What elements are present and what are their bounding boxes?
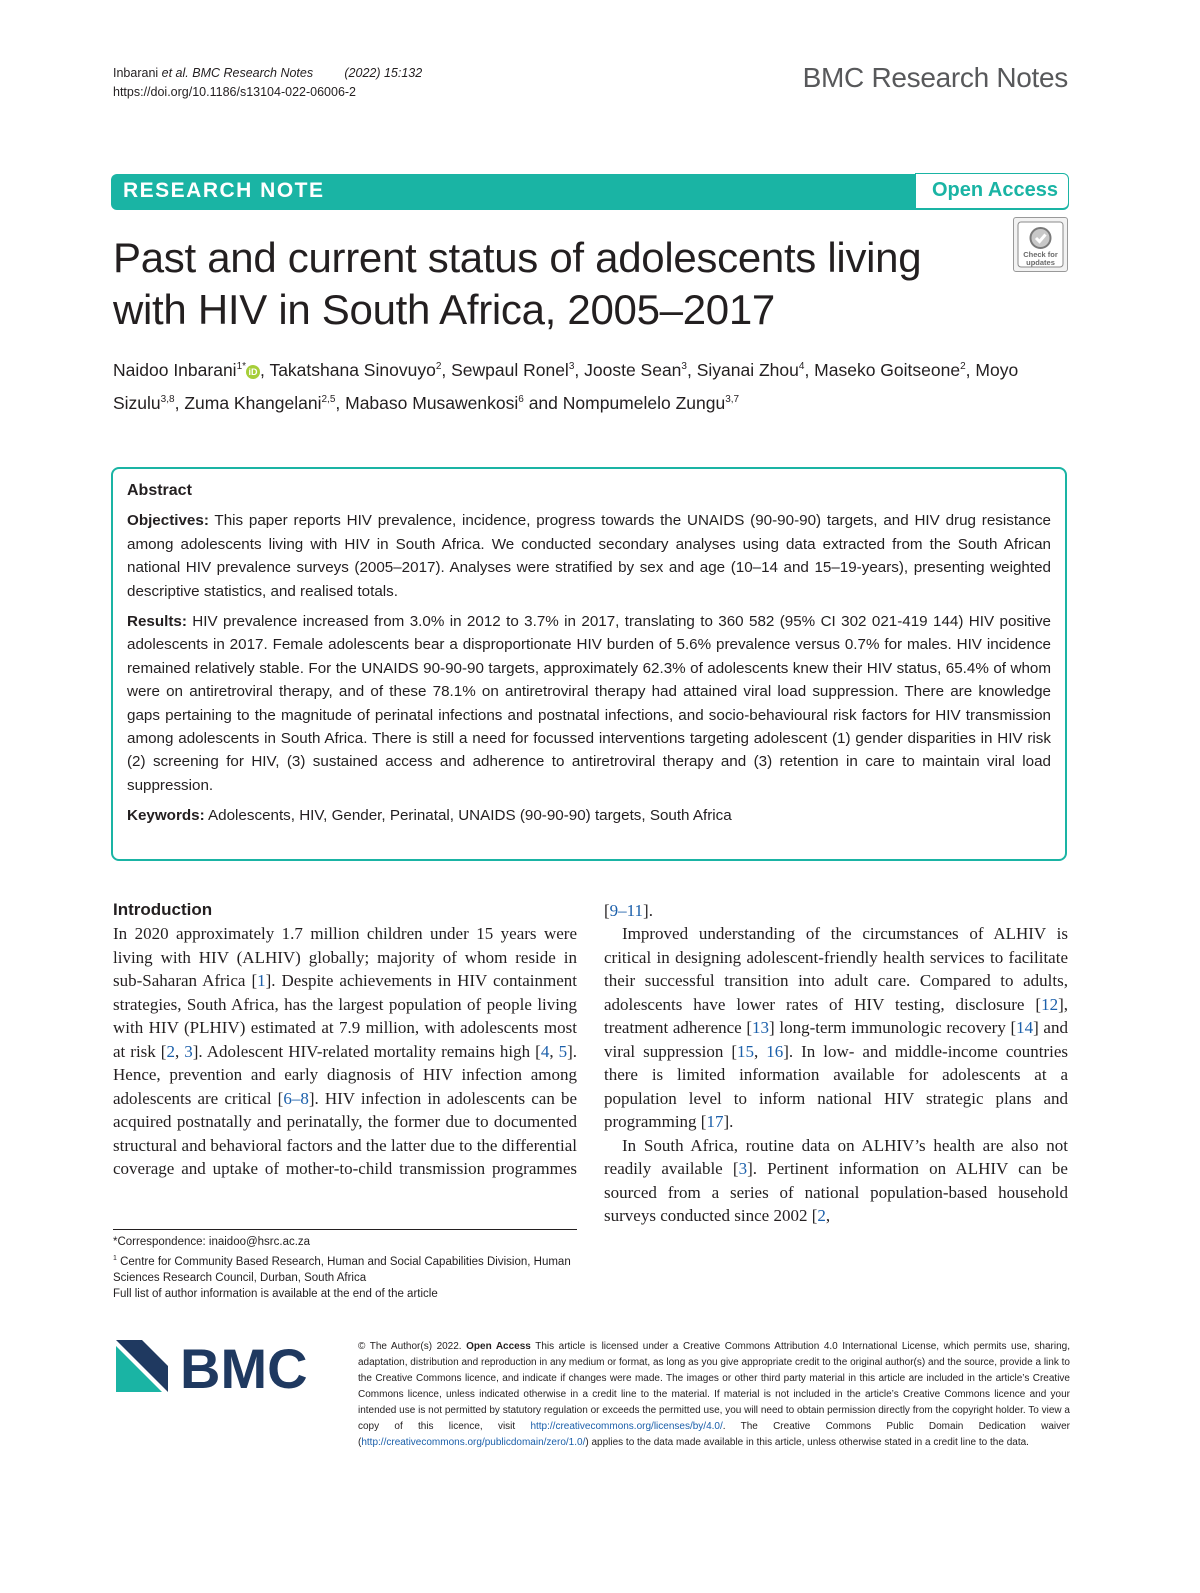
intro-paragraph-2 xyxy=(604,922,1068,1134)
introduction-heading: Introduction xyxy=(113,900,213,919)
license-text-3: ) applies to the data made available in this article, unless otherwise stated in a credit line to the data. xyxy=(585,1437,1029,1448)
author-name: Mabaso Musawenkosi xyxy=(345,392,519,413)
affiliation xyxy=(113,1251,577,1287)
keywords-label: Keywords: xyxy=(127,807,205,825)
author-list: Naidoo Inbarani$^{1*}$ iD , Takatshana Sinovuyo$^2$, Sewpaul Ronel$^3$, Jooste Sean$^3$, Siyanai Zhou$^4$, Maseko Goitseone$^2$, Moyo Sizulu$^{3,8}$, Zuma Khangelani$^{2,5}$, Mabaso Musawenkosi$^6$ and Nompumelelo Zungu$^{3,7}$ xyxy=(113,359,1019,413)
author-affiliation: 3 xyxy=(568,361,575,372)
citation-authors: Inbarani xyxy=(113,66,162,80)
author-affiliation: 6 xyxy=(518,393,524,405)
author-affiliation: 4 xyxy=(798,361,805,372)
citation-link[interactable]: 4 xyxy=(540,1041,550,1061)
intro-paragraph-1-continued xyxy=(604,899,1068,922)
body-text: ] and viral suppression [ xyxy=(604,1018,1068,1061)
body-text: ]. Adolescent HIV-related mortality remains high [ xyxy=(192,1041,541,1061)
author-affiliation: 2,5 xyxy=(321,393,336,405)
affiliation-text: Centre for Community Based Research, Human and Social Capabilities Division, Human Sciences Research Council, Durban, South Africa xyxy=(113,1255,571,1284)
body-text: , xyxy=(754,1041,767,1061)
keywords-text: Adolescents, HIV, Gender, Perinatal, UNAIDS (90-90-90) targets, South Africa xyxy=(204,807,732,825)
svg-text:updates: updates xyxy=(1026,258,1055,267)
citation-link[interactable]: 3 xyxy=(184,1041,193,1061)
citation-link[interactable] xyxy=(119,1183,152,1185)
citation-link[interactable]: 5 xyxy=(558,1041,568,1061)
license-copyright: © The Author(s) 2022. xyxy=(358,1341,467,1352)
author-affiliation: 1* xyxy=(236,361,247,372)
bmc-logo-text: BMC xyxy=(180,1340,308,1392)
license-text-2: . The Creative Commons Public Domain Dedication waiver ( xyxy=(358,1421,1071,1448)
citation-link[interactable]: 3 xyxy=(738,1159,748,1178)
correspondence: *Correspondence: inaidoo@hsrc.ac.za xyxy=(113,1236,311,1248)
body-text xyxy=(152,1183,162,1185)
body-text: , xyxy=(549,1041,559,1061)
body-text: ]. Despite achievements in HIV containment strategies, South Africa, has the largest population of people living with HIV (PLHIV) estimated at 7.9 million, with adolescents most at risk [ xyxy=(113,971,577,1061)
abstract-objectives xyxy=(127,509,1051,603)
body-text: In South Africa, routine data on ALHIV’s health are also not readily available [ xyxy=(604,1135,1068,1178)
check-updates-icon xyxy=(1014,218,1067,271)
author-name: Maseko Goitseone xyxy=(814,359,961,380)
body-text: , xyxy=(174,1041,185,1061)
license-statement xyxy=(358,1339,1070,1451)
body-text: ] long-term immunologic recovery [ xyxy=(769,1018,1017,1037)
intro-paragraph-3 xyxy=(604,1134,1068,1228)
author-name: Nompumelelo Zungu xyxy=(562,392,726,413)
license-text-1: This article is licensed under a Creative Commons Attribution 4.0 International License, which permits use, sharing, adaptation, distribution and reproduction in any medium or format, as long as you give appropriate credit to the original author(s) and the source, provide a link to the Creative Commons licence, and indicate if changes were made. The images or other third party material in this article are included in the article’s Creative Commons licence, unless indicated otherwise in a credit line to the material. If material is not included in the article’s Creative Commons licence and your intended use is not permitted by statutory regulation or exceeds the permitted use, you will need to obtain permission directly from the copyright holder. To view a copy of this licence, visit xyxy=(358,1341,1070,1432)
author-name: Zuma Khangelani xyxy=(184,392,322,413)
intro-paragraph-1 xyxy=(113,922,577,1184)
citation-link[interactable]: 2 xyxy=(817,1206,826,1225)
bmc-logo xyxy=(116,1340,331,1392)
objectives-text: This paper reports HIV prevalence, incidence, progress towards the UNAIDS (90-90-90) targets, and HIV drug resistance among adolescents living with HIV in South Africa. We conducted secondary analyses using data extracted from the South African national HIV prevalence surveys (2005–2017). Analyses were stratified by sex and age (10–14 and 15–19-years), presenting weighted descriptive statistics, and realised totals. xyxy=(127,512,1051,600)
license-link-cc0[interactable]: http://creativecommons.org/publicdomain/zero/1.0/ xyxy=(361,1437,586,1448)
orcid-icon[interactable]: iD xyxy=(246,365,260,379)
doi-link[interactable]: https://doi.org/10.1186/s13104-022-06006-2 xyxy=(113,85,357,99)
author-name: Sewpaul Ronel xyxy=(451,359,569,380)
citation-header xyxy=(113,64,422,102)
author-name: Takatshana Sinovuyo xyxy=(269,359,436,380)
citation-link[interactable]: 9–11 xyxy=(609,900,644,920)
results-label: Results: xyxy=(127,613,187,631)
author-affiliation: 3 xyxy=(681,361,687,372)
citation-link[interactable]: 13 xyxy=(752,1018,770,1037)
bmc-logo-mark xyxy=(116,1340,331,1392)
citation-year: (2022) 15:132 xyxy=(344,66,423,80)
author-affiliation: 2 xyxy=(435,361,442,372)
body-text: ], treatment adherence [ xyxy=(604,994,1068,1037)
citation-link[interactable]: 14 xyxy=(1016,1018,1034,1037)
author-name: Jooste Sean xyxy=(584,359,682,380)
results-text: HIV prevalence increased from 3.0% in 2012 to 3.7% in 2017, translating to 360 582 (95% CI 302 021-419 144) HIV positive adolescents in 2017. Female adolescents bear a disproportionate HIV burden of 5.6% prevalence versus 0.7% for males. HIV incidence remained relatively stable. For the UNAIDS 90-90-90 targets, approximately 62.3% of adolescents knew their HIV status, 65.4% of whom were on antiretroviral therapy, and of these 78.1% on antiretroviral therapy had attained viral load suppression. There are knowledge gaps pertaining to the magnitude of perinatal infections and postnatal infections, and socio-behavioural risk factors for HIV transmission among adolescents in South Africa. There is still a need for focussed interventions targeting adolescent (1) gender disparities in HIV risk (2) screening for HIV, (3) sustained access and adherence to antiretroviral therapy and (3) retention in care to maintain viral load suppression. xyxy=(127,613,1051,794)
citation-link[interactable]: 15 xyxy=(737,1041,755,1061)
citation-link[interactable]: 17 xyxy=(706,1112,724,1131)
abstract-keywords xyxy=(127,804,1051,827)
objectives-label: Objectives: xyxy=(127,512,209,530)
author-info-note: Full list of author information is available at the end of the article xyxy=(113,1288,438,1301)
body-text: ]. xyxy=(723,1112,734,1131)
body-column-right xyxy=(604,899,1068,1297)
body-column-left xyxy=(113,899,577,1184)
footnote-divider xyxy=(113,1229,577,1230)
article-type-banner xyxy=(111,174,1069,210)
body-text: ]. Hence, prevention and early diagnosis of HIV infection among adolescents are critical [ xyxy=(113,1041,577,1108)
abstract-box xyxy=(111,467,1067,861)
affiliation-number: 1 xyxy=(113,1254,117,1262)
citation-link[interactable]: 6–8 xyxy=(283,1088,309,1108)
footnote xyxy=(113,1234,577,1303)
body-text: In 2020 approximately 1.7 million children under 15 years were living with HIV (ALHIV) globally; majority of whom reside in sub-Saharan Africa [ xyxy=(113,924,577,990)
svg-text:Check for: Check for xyxy=(1023,250,1058,259)
body-text: , xyxy=(825,1206,831,1225)
body-text: ]. In low- and middle-income countries there is limited information available for adolescents at a population level to inform national HIV strategic plans and programming [ xyxy=(604,1041,1068,1131)
article-title: Past and current status of adolescents living with HIV in South Africa, 2005–2017 xyxy=(113,234,922,333)
abstract-results xyxy=(127,610,1051,797)
body-text: ]. Pertinent information on ALHIV can be sourced from a series of national population-based household surveys conducted since 2002 [ xyxy=(604,1159,1068,1225)
citation-link[interactable]: 12 xyxy=(1041,994,1059,1014)
citation-link[interactable]: 1 xyxy=(257,971,266,990)
license-oa-label: Open Access xyxy=(466,1341,531,1352)
check-for-updates-badge[interactable] xyxy=(1013,217,1068,272)
citation-link[interactable]: 2 xyxy=(166,1041,175,1061)
journal-name: BMC Research Notes xyxy=(802,62,1068,93)
author-affiliation: 2 xyxy=(960,361,966,372)
open-access-badge: Open Access xyxy=(915,173,1069,209)
author-affiliation: 3,7 xyxy=(725,393,740,405)
body-text: ]. xyxy=(643,900,653,920)
author-name: Siyanai Zhou xyxy=(696,359,799,380)
body-text: Improved understanding of the circumstances of ALHIV is critical in designing adolescent-friendly health services to facilitate their successful transition into adult care. Compared to adults, adolescents have lower rates of HIV testing, disclosure [ xyxy=(604,924,1068,1014)
body-text: [ xyxy=(604,900,610,920)
author-name: Moyo Sizulu xyxy=(113,359,1019,413)
abstract-heading: Abstract xyxy=(127,482,192,499)
citation-link[interactable]: 16 xyxy=(766,1041,784,1061)
article-type-label: RESEARCH NOTE xyxy=(123,179,325,202)
license-link-cc-by[interactable]: http://creativecommons.org/licenses/by/4.0/ xyxy=(530,1421,723,1432)
body-text: ]. HIV infection in adolescents can be acquired postnatally and perinatally, the former due to documented structural and behavioral factors and the latter due to the differential coverage and uptake of mother-to-child transmission programmes xyxy=(113,1088,577,1178)
author-affiliation: 3,8 xyxy=(160,393,175,405)
author-name: Naidoo Inbarani xyxy=(113,359,237,380)
citation-journal: et al. BMC Research Notes xyxy=(161,66,314,80)
